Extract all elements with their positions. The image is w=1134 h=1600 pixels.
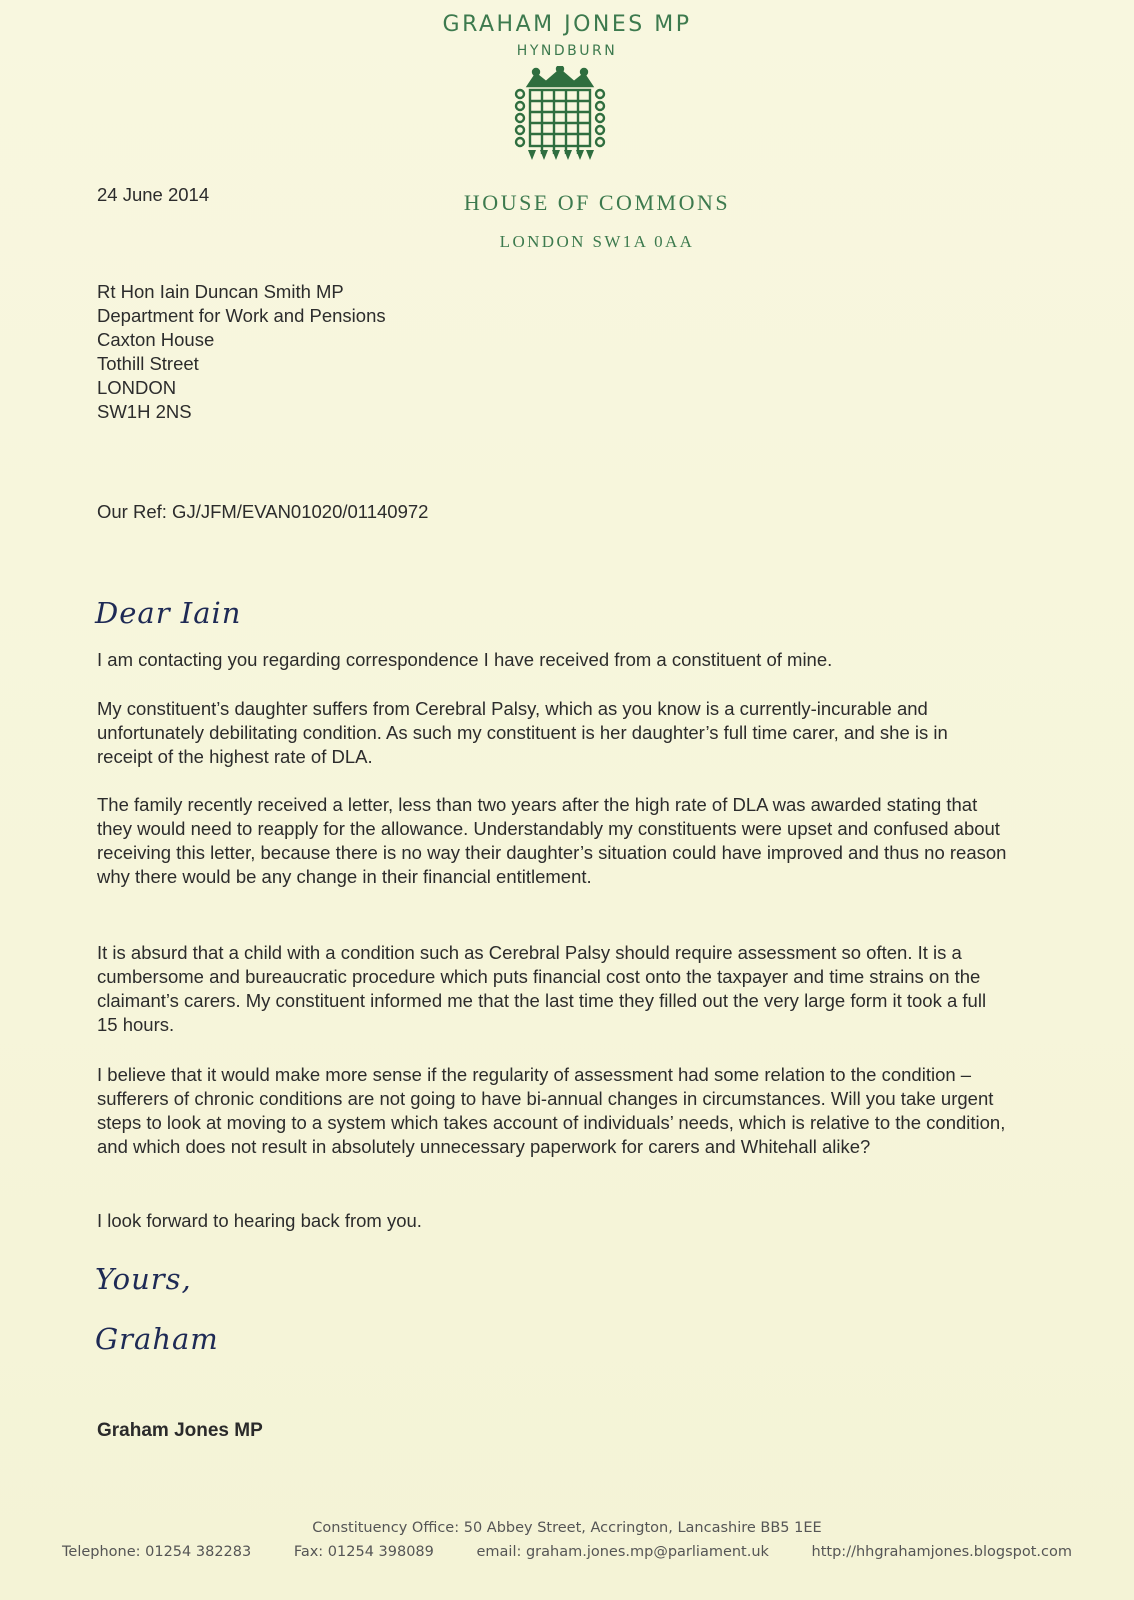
letterhead-mp-name: GRAHAM JONES MP xyxy=(442,12,692,37)
recipient-line: Tothill Street xyxy=(97,353,199,374)
letterhead-house: HOUSE OF COMMONS xyxy=(463,190,731,215)
handwritten-closing: Yours, xyxy=(95,1262,192,1296)
portcullis-icon xyxy=(514,66,606,162)
footer-email: email: graham.jones.mp@parliament.uk xyxy=(476,1544,769,1560)
footer-website: http://hhgrahamjones.blogspot.com xyxy=(811,1544,1072,1560)
body-paragraph: The family recently received a letter, less than two years after the high rate of DLA was awarded stating that they would need to reapply for the allowance. Understandably my constituents were upset and confused about receiving this letter, because there is no way their daughter’s situation could have improved and thus no reason why there would be any change in their financial entitlement. xyxy=(97,794,1007,887)
signoff-name: Graham Jones MP xyxy=(97,1420,263,1441)
footer-office-address: Constituency Office: 50 Abbey Street, Accrington, Lancashire BB5 1EE xyxy=(312,1520,822,1536)
reference-number: Our Ref: GJ/JFM/EVAN01020/01140972 xyxy=(97,501,429,522)
footer-fax: Fax: 01254 398089 xyxy=(293,1544,434,1560)
body-paragraph: I am contacting you regarding correspondence I have received from a constituent of mine. xyxy=(97,649,833,670)
letterhead-address: LONDON SW1A 0AA xyxy=(499,232,695,251)
handwritten-salutation: Dear Iain xyxy=(95,596,242,630)
footer-telephone: Telephone: 01254 382283 xyxy=(62,1544,252,1560)
recipient-address xyxy=(97,280,386,424)
letter-date: 24 June 2014 xyxy=(97,184,210,205)
recipient-line: Rt Hon Iain Duncan Smith MP xyxy=(97,281,344,302)
body-paragraph: I believe that it would make more sense if the regularity of assessment had some relation to the condition – sufferers of chronic conditions are not going to have bi-annual changes in circumstances. Will you take urgent steps to look at moving to a system which takes account of individuals’ needs, which is relative to the condition, and which does not result in absolutely unnecessary paperwork for carers and Whitehall alike? xyxy=(97,1064,1006,1157)
recipient-line: LONDON xyxy=(97,377,177,398)
body-paragraph: My constituent’s daughter suffers from Cerebral Palsy, which as you know is a currently-incurable and unfortunately debilitating condition. As such my constituent is her daughter’s full time carer, and she is in receipt of the highest rate of DLA. xyxy=(97,698,948,767)
body-paragraph: It is absurd that a child with a condition such as Cerebral Palsy should require assessment so often. It is a cumbersome and bureaucratic procedure which puts financial cost onto the taxpayer and time strains on the claimant’s carers. My constituent informed me that the last time they filled out the very large form it took a full 15 hours. xyxy=(97,942,987,1035)
recipient-line: SW1H 2NS xyxy=(97,401,192,422)
recipient-line: Caxton House xyxy=(97,329,215,350)
letterhead-constituency: HYNDBURN xyxy=(516,43,618,59)
footer-contact-row xyxy=(62,1544,1072,1560)
recipient-line: Department for Work and Pensions xyxy=(97,305,386,326)
body-paragraph: I look forward to hearing back from you. xyxy=(97,1210,422,1231)
handwritten-signature: Graham xyxy=(95,1322,219,1356)
